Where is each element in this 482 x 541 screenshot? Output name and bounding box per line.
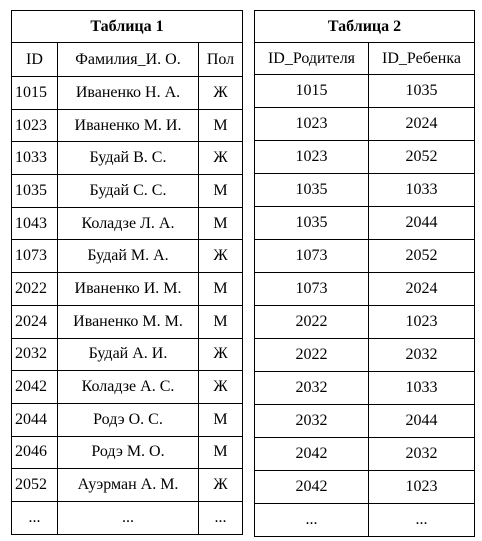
id-cell: 1015	[12, 77, 58, 110]
child-id-cell: ...	[369, 504, 475, 537]
id-cell: 2046	[12, 436, 58, 469]
table-1-header-name: Фамилия_И. О.	[58, 43, 199, 77]
table-row	[12, 469, 243, 502]
table-row	[255, 207, 475, 240]
sex-cell: Ж	[199, 77, 243, 110]
table-row	[12, 109, 243, 142]
table-row	[255, 339, 475, 372]
parent-id-cell: 1073	[255, 273, 369, 306]
table-row	[12, 175, 243, 208]
parent-id-cell: 2042	[255, 471, 369, 504]
sex-cell: М	[199, 403, 243, 436]
table-row	[12, 240, 243, 273]
id-cell: 2042	[12, 371, 58, 404]
table-row	[12, 77, 243, 110]
table-row	[255, 141, 475, 174]
table-row	[255, 504, 475, 537]
table-row	[255, 306, 475, 339]
table-row	[255, 174, 475, 207]
parent-id-cell: 1023	[255, 108, 369, 141]
name-cell: Иваненко И. М.	[58, 273, 199, 306]
table-2	[254, 10, 475, 537]
name-cell: Коладзе Л. А.	[58, 207, 199, 240]
name-cell: Иваненко М. М.	[58, 305, 199, 338]
child-id-cell: 2024	[369, 108, 475, 141]
sex-cell: М	[199, 305, 243, 338]
sex-cell: Ж	[199, 469, 243, 502]
sex-cell: М	[199, 175, 243, 208]
parent-id-cell: 2022	[255, 339, 369, 372]
child-id-cell: 2032	[369, 438, 475, 471]
id-cell: 2024	[12, 305, 58, 338]
child-id-cell: 1033	[369, 174, 475, 207]
parent-id-cell: 1073	[255, 240, 369, 273]
name-cell: Родэ О. С.	[58, 403, 199, 436]
table-row	[12, 142, 243, 175]
sex-cell: М	[199, 207, 243, 240]
id-cell: 1035	[12, 175, 58, 208]
parent-id-cell: 1035	[255, 207, 369, 240]
child-id-cell: 2044	[369, 405, 475, 438]
table-1-title: Таблица 1	[12, 11, 243, 43]
child-id-cell: 2024	[369, 273, 475, 306]
name-cell: Коладзе А. С.	[58, 371, 199, 404]
name-cell: Будай В. С.	[58, 142, 199, 175]
table-2-header-child-id: ID_Ребенка	[369, 43, 475, 75]
table-row	[255, 405, 475, 438]
sex-cell: Ж	[199, 338, 243, 371]
table-2-header-parent-id: ID_Родителя	[255, 43, 369, 75]
table-row	[255, 372, 475, 405]
child-id-cell: 2032	[369, 339, 475, 372]
name-cell: Иваненко М. И.	[58, 109, 199, 142]
child-id-cell: 1033	[369, 372, 475, 405]
table-row	[255, 108, 475, 141]
table-row	[12, 207, 243, 240]
parent-id-cell: 2022	[255, 306, 369, 339]
id-cell: 1023	[12, 109, 58, 142]
name-cell: ...	[58, 501, 199, 534]
name-cell: Будай С. С.	[58, 175, 199, 208]
name-cell: Иваненко Н. А.	[58, 77, 199, 110]
id-cell: 2044	[12, 403, 58, 436]
name-cell: Ауэрман А. М.	[58, 469, 199, 502]
sex-cell: М	[199, 436, 243, 469]
sex-cell: М	[199, 273, 243, 306]
parent-id-cell: 2032	[255, 372, 369, 405]
id-cell: ...	[12, 501, 58, 534]
table-row	[12, 403, 243, 436]
table-row	[255, 273, 475, 306]
table-row	[12, 436, 243, 469]
sex-cell: М	[199, 109, 243, 142]
table-row	[12, 501, 243, 534]
parent-id-cell: 2042	[255, 438, 369, 471]
child-id-cell: 1035	[369, 75, 475, 108]
sex-cell: ...	[199, 501, 243, 534]
table-1-header-sex: Пол	[199, 43, 243, 77]
parent-id-cell: 1015	[255, 75, 369, 108]
parent-id-cell: 2032	[255, 405, 369, 438]
table-row	[255, 240, 475, 273]
child-id-cell: 1023	[369, 471, 475, 504]
sex-cell: Ж	[199, 240, 243, 273]
id-cell: 2032	[12, 338, 58, 371]
parent-id-cell: 1035	[255, 174, 369, 207]
table-1	[11, 10, 243, 535]
sex-cell: Ж	[199, 142, 243, 175]
parent-id-cell: ...	[255, 504, 369, 537]
id-cell: 1043	[12, 207, 58, 240]
child-id-cell: 2052	[369, 141, 475, 174]
child-id-cell: 2052	[369, 240, 475, 273]
name-cell: Родэ М. О.	[58, 436, 199, 469]
name-cell: Будай М. А.	[58, 240, 199, 273]
table-row	[255, 75, 475, 108]
table-2-body	[255, 75, 475, 537]
table-1-body	[12, 77, 243, 535]
table-2-title: Таблица 2	[255, 11, 475, 43]
table-row	[255, 471, 475, 504]
table-1-header-id: ID	[12, 43, 58, 77]
id-cell: 2052	[12, 469, 58, 502]
child-id-cell: 1023	[369, 306, 475, 339]
table-row	[255, 438, 475, 471]
table-row	[12, 273, 243, 306]
table-row	[12, 371, 243, 404]
parent-id-cell: 1023	[255, 141, 369, 174]
table-row	[12, 305, 243, 338]
id-cell: 1033	[12, 142, 58, 175]
id-cell: 1073	[12, 240, 58, 273]
table-row	[12, 338, 243, 371]
child-id-cell: 2044	[369, 207, 475, 240]
name-cell: Будай А. И.	[58, 338, 199, 371]
id-cell: 2022	[12, 273, 58, 306]
sex-cell: Ж	[199, 371, 243, 404]
